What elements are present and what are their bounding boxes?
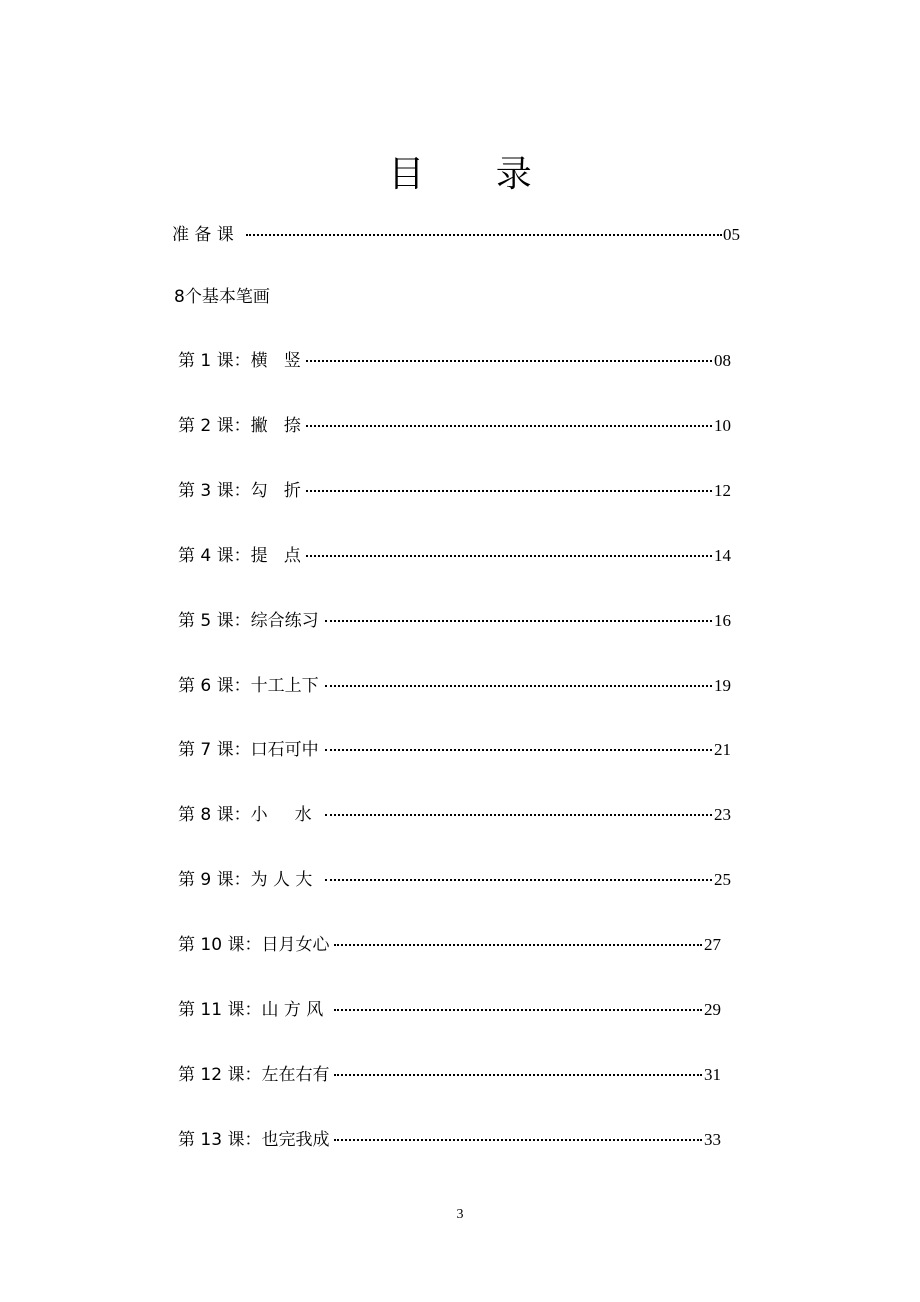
toc-entry-page: 12 bbox=[714, 481, 731, 500]
toc-entry-label: 第 11 课：山 方 风 bbox=[178, 1000, 324, 1020]
toc-entry-label: 第 9 课：为 人 大 bbox=[178, 870, 313, 890]
toc-entry-label: 第 10 课：日月女心 bbox=[178, 935, 330, 955]
dot-leader bbox=[334, 1074, 702, 1076]
toc-entry-page: 29 bbox=[704, 1000, 721, 1019]
dot-leader bbox=[325, 749, 712, 751]
toc-entry-label: 第 13 课：也完我成 bbox=[178, 1130, 330, 1150]
dot-leader bbox=[306, 555, 712, 557]
page-number: 3 bbox=[456, 1207, 464, 1222]
toc-entry-page: 21 bbox=[714, 740, 731, 759]
dot-leader bbox=[334, 944, 702, 946]
toc-entry-label: 第 8 课：小 水 bbox=[178, 805, 312, 825]
toc-entry-label: 第 6 课：十工上下 bbox=[178, 676, 319, 696]
section-heading: 8个基本笔画 bbox=[174, 287, 270, 307]
toc-entry-page: 10 bbox=[714, 416, 731, 435]
toc-entry-page: 08 bbox=[714, 351, 731, 370]
toc-entry-label: 第 3 课：勾 折 bbox=[178, 481, 301, 501]
toc-entry-page: 33 bbox=[704, 1130, 721, 1149]
toc-entry-label: 第 4 课：提 点 bbox=[178, 546, 301, 566]
dot-leader bbox=[306, 425, 712, 427]
dot-leader bbox=[325, 814, 712, 816]
toc-entry-label: 准 备 课 bbox=[172, 225, 234, 245]
toc-entry-label: 第 12 课：左在右有 bbox=[178, 1065, 330, 1085]
toc-entry-page: 19 bbox=[714, 676, 731, 695]
page-title: 目 录 bbox=[388, 154, 562, 195]
toc-entry-page: 14 bbox=[714, 546, 731, 565]
toc-entry-page: 25 bbox=[714, 870, 731, 889]
toc-entry-label: 第 1 课：横 竖 bbox=[178, 351, 301, 371]
dot-leader bbox=[334, 1139, 702, 1141]
dot-leader bbox=[306, 360, 712, 362]
toc-entry-label: 第 5 课：综合练习 bbox=[178, 611, 319, 631]
toc-entry-label: 第 2 课：撇 捺 bbox=[178, 416, 301, 436]
dot-leader bbox=[325, 879, 712, 881]
toc-entry-label: 第 7 课：口石可中 bbox=[178, 740, 319, 760]
toc-entry-page: 23 bbox=[714, 805, 731, 824]
dot-leader bbox=[246, 234, 722, 236]
toc-entry-page: 05 bbox=[723, 225, 740, 244]
toc-entry-page: 16 bbox=[714, 611, 731, 630]
dot-leader bbox=[334, 1009, 702, 1011]
toc-entry-page: 31 bbox=[704, 1065, 721, 1084]
dot-leader bbox=[325, 620, 712, 622]
toc-entry-page: 27 bbox=[704, 935, 721, 954]
dot-leader bbox=[325, 685, 712, 687]
dot-leader bbox=[306, 490, 712, 492]
